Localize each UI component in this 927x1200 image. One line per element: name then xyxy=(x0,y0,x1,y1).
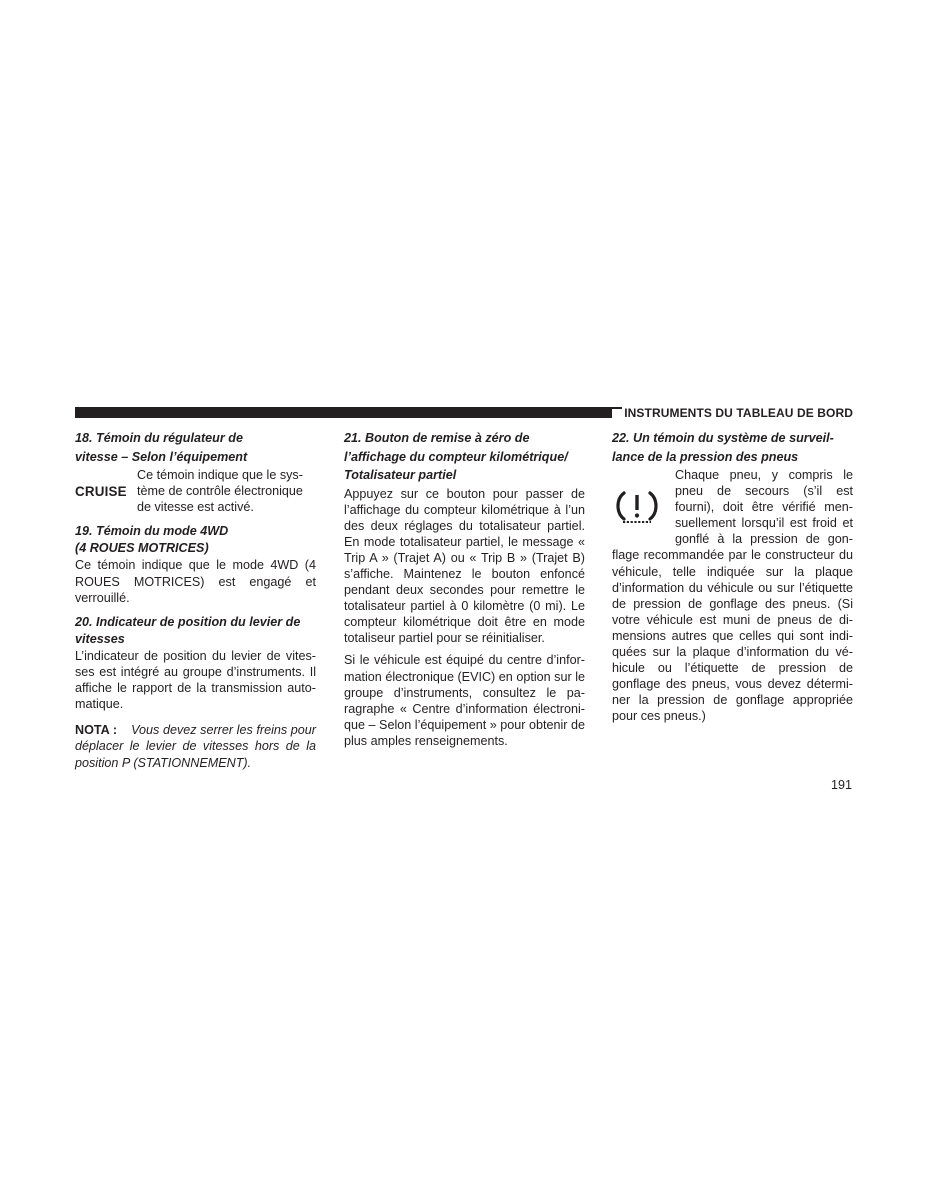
paragraph-22-line2: pneu de secours (s’il est xyxy=(675,484,853,499)
heading-19-line2: (4 ROUES MOTRICES) xyxy=(75,541,209,556)
heading-22-line1: 22. Un témoin du système de surveil- xyxy=(612,431,834,445)
column-3 xyxy=(612,430,853,725)
nota-label: NOTA : xyxy=(75,723,118,738)
heading-20-line1: 20. Indicateur de position du levier de xyxy=(75,614,301,629)
paragraph-21b: Si le véhicule est équipé du centre d’infor- mation électronique (EVIC) en option sur le groupe d’instruments, consultez le pa- ragraphe « Centre d’information électroni- que – Selon l’équipement » pour obtenir de plus amples renseignements. xyxy=(344,653,585,748)
cruise-row xyxy=(75,467,316,515)
heading-20-line2: vitesses xyxy=(75,631,125,646)
nota-text: Vous devez serrer les freins pour déplacer le levier de vitesses hors de la position P (STATIONNEMENT). xyxy=(75,723,317,770)
heading-18-line1: 18. Témoin du régulateur de xyxy=(75,431,243,445)
section-title: INSTRUMENTS DU TABLEAU DE BORD xyxy=(622,406,853,420)
paragraph-22-line4: suellement lorsqu’il est froid et xyxy=(675,516,853,531)
cruise-indicator-label: CRUISE xyxy=(75,484,127,499)
nota-block xyxy=(75,722,316,770)
column-1 xyxy=(75,430,316,771)
paragraph-18: Ce témoin indique que le sys- tème de contrôle électronique de vitesse est activé. xyxy=(137,468,303,515)
tpms-block xyxy=(612,467,853,725)
header-bar xyxy=(75,407,612,418)
paragraph-19: Ce témoin indique que le mode 4WD (4 ROUES MOTRICES) est engagé et verrouillé. xyxy=(75,558,316,605)
heading-22-line2: lance de la pression des pneus xyxy=(612,449,799,464)
heading-21-line2: l’affichage du compteur kilométrique/ xyxy=(344,449,568,464)
paragraph-21a: Appuyez sur ce bouton pour passer de l’affichage du compteur kilométrique à l’un des deux réglages du totalisateur partiel. En mode totalisateur partiel, le message « Trip A » (Trajet A) ou « Trip B » (Trajet B) s’affiche. Maintenez le bouton enfoncé pendant deux secondes pour remettre le totalisateur partiel à 0 kilomètre (0 mi). Le compteur kilométrique doit être en mode totaliseur partiel pour se réinitialiser. xyxy=(344,486,585,646)
page-number: 191 xyxy=(830,778,852,792)
column-2 xyxy=(344,430,585,755)
heading-18-line2: vitesse – Selon l’équipement xyxy=(75,449,248,464)
tire-pressure-warning-icon xyxy=(612,487,662,529)
paragraph-22-line5: gonflé à la pression de gon- xyxy=(675,532,853,547)
heading-21-line3: Totalisateur partiel xyxy=(344,468,457,482)
paragraph-22-line1: Chaque pneu, y compris le xyxy=(675,468,853,482)
paragraph-22-rest: flage recommandée par le constructeur du véhicule, telle indiquée sur la plaque d’information du véhicule ou sur l’étiquette de pression de gonflage des pneus. (Si votre véhicule est muni de pneus de di- mensions autres que celles qui sont indi- quées sur la plaque d’information du vé- hicule ou l’étiquette de pression de gonflage des pneus, vous devez détermi- ner la pression de gonflage appropriée pour ces pneus.) xyxy=(612,548,853,724)
heading-19-line1: 19. Témoin du mode 4WD xyxy=(75,524,229,539)
heading-21-line1: 21. Bouton de remise à zéro de xyxy=(344,431,530,445)
paragraph-22-line3: fourni), doit être vérifié men- xyxy=(675,500,853,515)
paragraph-20: L’indicateur de position du levier de vites- ses est intégré au groupe d’instruments. Il affiche le rapport de la transmission auto- matique. xyxy=(75,648,316,712)
